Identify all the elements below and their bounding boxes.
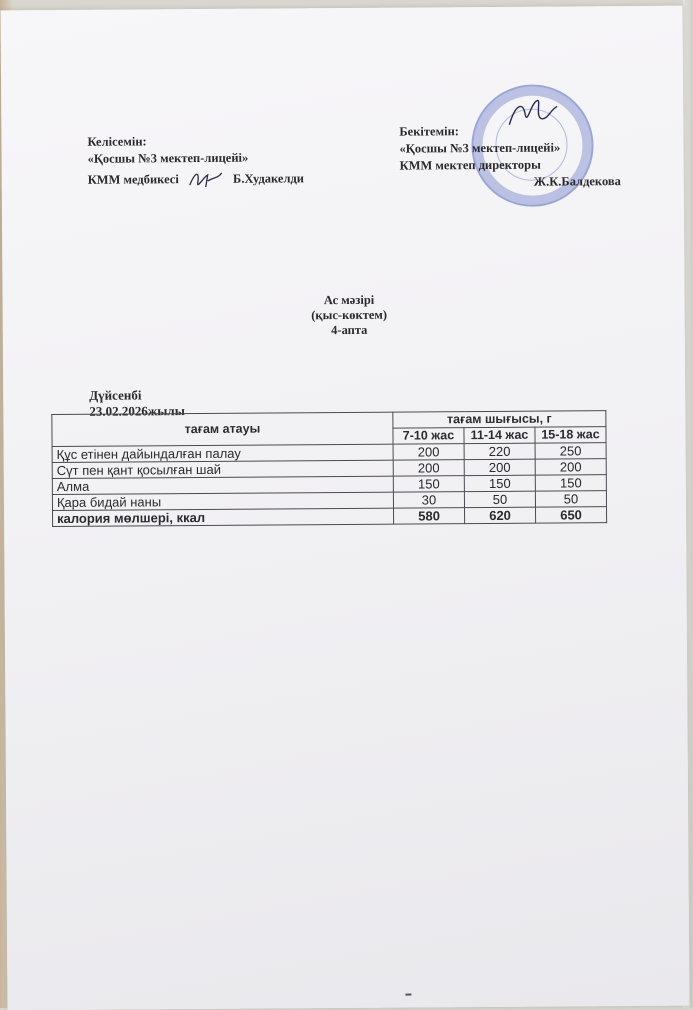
dish-name-header: тағам атауы bbox=[52, 412, 393, 446]
approval-block-agreed bbox=[87, 132, 304, 192]
director-name: Ж.К.Балдекова bbox=[533, 174, 621, 189]
dish-name: Сүт пен қант қосылған шай bbox=[52, 460, 393, 478]
dish-name: Қара бидай наны bbox=[52, 492, 393, 510]
director-position: КММ мектеп директоры bbox=[399, 157, 541, 173]
dish-yield: 200 bbox=[535, 459, 606, 475]
calorie-label: калория мөлшері, ккал bbox=[53, 508, 394, 526]
nurse-name: Б.Худакелди bbox=[232, 171, 305, 186]
weekday: Дүйсенбі bbox=[89, 387, 142, 403]
dish-name: Алма bbox=[52, 476, 393, 494]
dish-yield: 220 bbox=[464, 443, 535, 459]
dish-name: Құс етінен дайындалған палау bbox=[52, 444, 393, 462]
document-page bbox=[1, 6, 690, 1010]
calorie-total-row bbox=[53, 507, 607, 527]
dish-yield: 50 bbox=[535, 491, 606, 507]
agreed-signature-line bbox=[88, 166, 304, 192]
approved-heading: Бекітемін: bbox=[399, 124, 459, 139]
dish-yield: 30 bbox=[393, 492, 464, 508]
agreed-heading: Келісемін: bbox=[87, 134, 147, 149]
agreed-org: «Қосшы №3 мектеп-лицейі» bbox=[87, 150, 249, 166]
title-week: 4-апта bbox=[331, 322, 368, 338]
nurse-signature-icon bbox=[186, 167, 226, 191]
menu-table bbox=[51, 410, 607, 527]
dish-yield: 250 bbox=[535, 443, 606, 459]
calorie-value: 620 bbox=[465, 507, 536, 523]
age-group-11-14: 11-14 жас bbox=[464, 427, 535, 443]
menu-date: 23.02.2026жылы bbox=[89, 403, 185, 419]
age-group-7-10: 7-10 жас bbox=[393, 428, 464, 444]
approved-org: «Қосшы №3 мектеп-лицейі» bbox=[399, 140, 561, 156]
dish-yield: 200 bbox=[464, 459, 535, 475]
calorie-value: 580 bbox=[394, 508, 465, 524]
nurse-position: КММ медбикесі bbox=[87, 172, 179, 187]
document-title bbox=[3, 291, 693, 341]
age-group-15-18: 15-18 жас bbox=[535, 427, 606, 443]
dish-yield: 150 bbox=[464, 475, 535, 491]
title-season: (қыс-көктем) bbox=[311, 307, 388, 323]
dish-yield: 50 bbox=[464, 491, 535, 507]
dish-yield: 200 bbox=[393, 460, 464, 476]
dish-yield: 200 bbox=[393, 444, 464, 460]
calorie-value: 650 bbox=[535, 507, 606, 523]
title-menu: Ас мәзірі bbox=[323, 292, 375, 308]
page-mark bbox=[405, 994, 411, 996]
approval-block-approved bbox=[399, 122, 621, 192]
dish-yield: 150 bbox=[535, 475, 606, 491]
yield-header: тағам шығысы, г bbox=[393, 411, 606, 428]
dish-yield: 150 bbox=[393, 476, 464, 492]
